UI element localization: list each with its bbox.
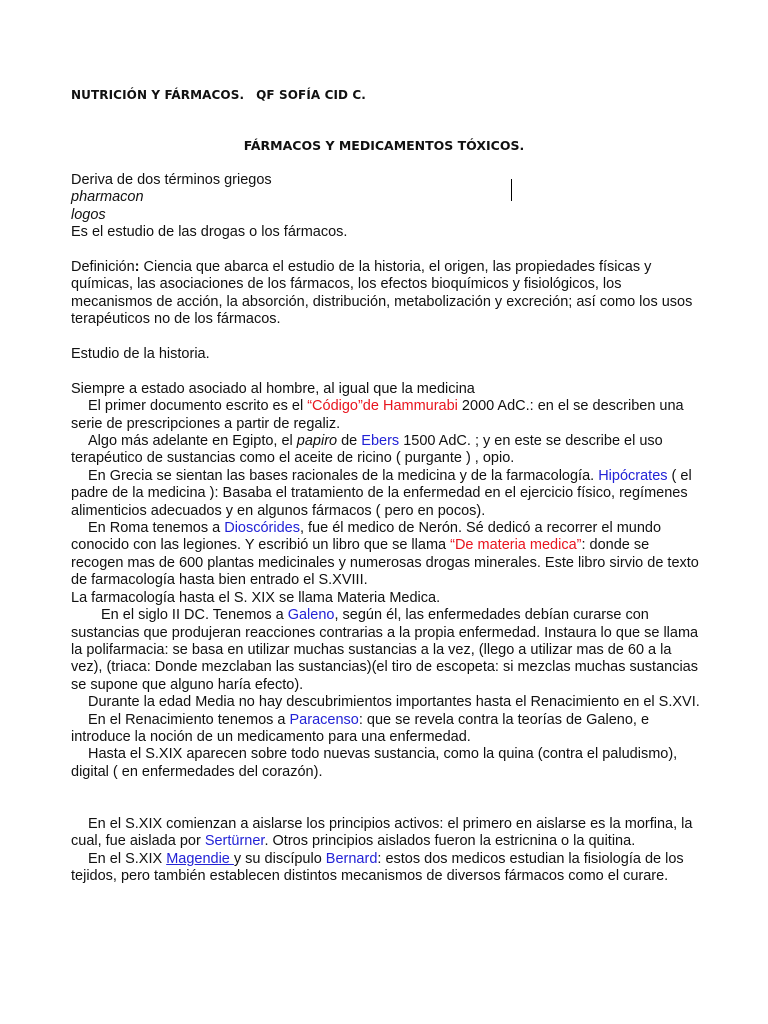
paragraph-xix-substances: Hasta el S.XIX aparecen sobre todo nuevas sustancia, como la quina (contra el paludismo), digital ( en enfermedades del corazón). (71, 746, 678, 780)
section-heading-history: Estudio de la historia. (71, 346, 210, 363)
paragraph-hammurabi: El primer documento escrito es el “Código”de Hammurabi 2000 AdC.: en el se describen una serie de prescripciones a partir de regaliz. (71, 398, 684, 432)
ebers-term: Ebers (361, 433, 400, 450)
greek-term-1: pharmacon (71, 189, 144, 206)
definition-paragraph: Definición: Ciencia que abarca el estudio de la historia, el origen, las propiedades físicas y químicas, las asociaciones de los fármacos, los efectos bioquímicos y fisiológicos, los mecanismos de acción, la absorción, distribución, metabolización y excreción; así como los usos terapéuticos no de los fármacos. (71, 259, 693, 328)
dioscorides-term: Dioscórides (224, 520, 300, 537)
hammurabi-term: “Código”de Hammurabi (307, 398, 458, 415)
paragraph-middle-ages: Durante la edad Media no hay descubrimientos importantes hasta el Renacimiento en el S.XVI. (88, 694, 700, 711)
document-title: FÁRMACOS Y MEDICAMENTOS TÓXICOS. (243, 138, 525, 153)
paragraph-renaissance: En el Renacimiento tenemos a Paracenso: que se revela contra la teorías de Galeno, e introduce la noción de un medicamento para una enfermedad. (71, 711, 650, 745)
paragraph-galeno: En el siglo II DC. Tenemos a Galeno, según él, las enfermedades debían curarse con sustancias que produjeran reacciones contrarias a la propia enfermedad. Instaura lo que se llama la polifarmacia: se basa en utilizar muchas sustancias a la vez, (llego a utilizar mas de 60 a la vez), (triaca: Donde mezclaban las sustancias)(el tiro de escopeta: si mezclas muchas sustancias se supone que alguno haría efecto). (71, 607, 699, 693)
paragraph-materia-medica: La farmacología hasta el S. XIX se llama Materia Medica. (71, 589, 441, 606)
paragraph-active-principles: En el S.XIX comienzan a aislarse los principios activos: el primero en aislarse es la morfina, la cual, fue aislada por Sertürner. Otros principios aislados fueron la estricnina o la quitina. (71, 815, 693, 850)
hipocrates-term: Hipócrates (598, 467, 668, 484)
greek-term-2: logos (71, 206, 106, 223)
document-body[interactable] (71, 172, 703, 886)
paragraph-egypt: Algo más adelante en Egipto, el papiro de Ebers 1500 AdC. ; y en este se describe el uso terapéutico de sustancias como el aceite de ricino ( purgante ) , opio. (71, 433, 663, 467)
magendie-term: Magendie (166, 850, 234, 867)
paragraph-magendie: En el S.XIX Magendie y su discípulo Bernard: estos dos medicos estudian la fisiología de los tejidos, pero también establecen distintos mecanismos de diversos fármacos como el curare. (71, 850, 684, 885)
paragraph-1: Siempre a estado asociado al hombre, al igual que la medicina (71, 380, 475, 397)
intro-line: Deriva de dos términos griegos (71, 172, 272, 188)
materia-medica-term: “De materia medica” (450, 537, 582, 554)
galeno-term: Galeno (287, 607, 335, 624)
header-author: QF SOFÍA CID C. (256, 88, 366, 102)
bernard-term: Bernard (325, 850, 378, 867)
paragraph-greece: En Grecia se sientan las bases racionales de la medicina y de la farmacología. Hipócrates ( el padre de la medicina ): Basaba el tratamiento de la enfermedad en el ejercicio físico, regímenes alimenticios adecuados y en algunos fármacos ( pero en pocos). (71, 467, 692, 519)
serturner-term: Sertürner (204, 833, 265, 850)
document-header (71, 88, 366, 102)
paracenso-term: Paracenso (289, 711, 359, 728)
paragraph-rome: En Roma tenemos a Dioscórides, fue él medico de Nerón. Sé dedicó a recorrer el mundo conocido con las legiones. Y escribió un libro que se llama “De materia medica”: donde se recogen mas de 600 plantas medicinales y numerosas drogas minerales. Este libro sirvio de texto de farmacología hasta bien entrado el S.XVIII. (71, 520, 699, 589)
intro-definition: Es el estudio de las drogas o los fármacos. (71, 224, 348, 241)
header-course: NUTRICIÓN Y FÁRMACOS. (71, 88, 245, 102)
